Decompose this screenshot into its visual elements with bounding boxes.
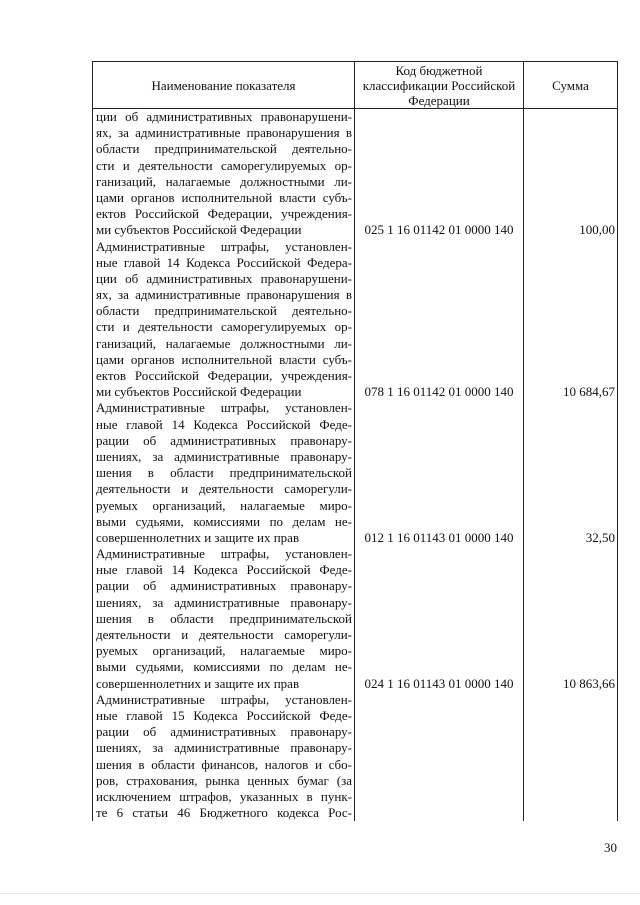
indicator-name-cell: [93, 400, 355, 546]
page-number: 30: [604, 840, 617, 855]
sum-cell: 100,00: [524, 109, 618, 239]
text-line: шения в области финансов, налогов и сбо-: [96, 756, 352, 772]
header-sum: Сумма: [524, 62, 618, 109]
text-line: Административные штрафы, установлен-: [96, 238, 352, 254]
sum-cell: 32,50: [524, 400, 618, 546]
text-line: Административные штрафы, установлен-: [96, 400, 352, 416]
text-line: ные главой 14 Кодекса Российской Феде-: [96, 416, 352, 432]
text-line: те 6 статьи 46 Бюджетного кодекса Рос-: [96, 805, 352, 821]
table-header-row: [93, 62, 618, 109]
text-line: совершеннолетних и защите их прав: [96, 675, 300, 691]
text-line: шениях, за административные правонару-: [96, 594, 352, 610]
text-line: цами органов исполнительной власти субъ-: [96, 351, 352, 367]
budget-code-cell: 024 1 16 01143 01 0000 140: [355, 546, 524, 692]
text-line: сти и деятельности саморегулируемых ор-: [96, 319, 352, 335]
text-line: ях, за административные правонарушения в: [96, 125, 352, 141]
text-line: руемых организаций, налагаемые миро-: [96, 497, 352, 513]
indicator-name-cell: [93, 546, 355, 692]
table-row: [93, 109, 618, 239]
header-budget-code: Код бюджетной классификации Российской Федерации: [355, 62, 524, 109]
text-line: ганизаций, налагаемые должностными ли-: [96, 173, 352, 189]
text-line: области предпринимательской деятельно-: [96, 141, 352, 157]
text-line: рации об административных правонару-: [96, 432, 352, 448]
sum-cell: [524, 692, 618, 822]
text-line: шениях, за административные правонару-: [96, 448, 352, 464]
text-line: ные главой 14 Кодекса Российской Федера-: [96, 254, 352, 270]
text-line: сти и деятельности саморегулируемых ор-: [96, 157, 352, 173]
text-line: ях, за административные правонарушения в: [96, 287, 352, 303]
text-line: Административные штрафы, установлен-: [96, 546, 352, 562]
text-line: рации об административных правонару-: [96, 578, 352, 594]
sum-cell: 10 684,67: [524, 239, 618, 401]
text-line: ектов Российской Федерации, учреждения-: [96, 368, 352, 383]
text-line: ров, страхования, рынка ценных бумаг (за: [96, 772, 352, 788]
table-row: [93, 546, 618, 692]
text-line: выми судьями, комиссиями по делам не-: [96, 659, 352, 675]
header-indicator-name: Наименование показателя: [93, 62, 355, 109]
text-line: ганизаций, налагаемые должностными ли-: [96, 335, 352, 351]
text-line: ные главой 14 Кодекса Российской Феде-: [96, 562, 352, 578]
text-line: ми субъектов Российской Федерации: [96, 384, 302, 400]
text-line: ектов Российской Федерации, учреждения-: [96, 206, 352, 222]
budget-code-cell: 012 1 16 01143 01 0000 140: [355, 400, 524, 546]
text-line: ми субъектов Российской Федерации: [96, 222, 302, 238]
text-line: ции об административных правонарушени-: [96, 270, 352, 286]
text-line: ные главой 15 Кодекса Российской Феде-: [96, 707, 352, 723]
text-line: шения в области предпринимательской: [96, 610, 352, 626]
text-line: выми судьями, комиссиями по делам не-: [96, 513, 352, 529]
footer-divider: [0, 893, 640, 894]
text-line: шениях, за административные правонару-: [96, 740, 352, 756]
indicator-name-cell: [93, 109, 355, 239]
table-row: [93, 239, 618, 401]
text-line: совершеннолетних и защите их прав: [96, 529, 300, 545]
indicator-name-cell: [93, 692, 355, 822]
budget-code-cell: [355, 692, 524, 822]
text-line: исключением штрафов, указанных в пунк-: [96, 788, 352, 804]
text-line: Административные штрафы, установлен-: [96, 691, 352, 707]
text-line: деятельности и деятельности саморегули-: [96, 627, 352, 642]
text-line: шения в области предпринимательской: [96, 465, 352, 481]
budget-code-cell: 078 1 16 01142 01 0000 140: [355, 239, 524, 401]
table-row: [93, 400, 618, 546]
text-line: рации об административных правонару-: [96, 724, 352, 740]
text-line: руемых организаций, налагаемые миро-: [96, 643, 352, 659]
text-line: деятельности и деятельности саморегули-: [96, 481, 352, 497]
table-row: [93, 692, 618, 822]
sum-cell: 10 863,66: [524, 546, 618, 692]
text-line: области предпринимательской деятельно-: [96, 303, 352, 319]
budget-revenue-table: [92, 61, 618, 821]
text-line: цами органов исполнительной власти субъ-: [96, 189, 352, 205]
indicator-name-cell: [93, 239, 355, 401]
text-line: ции об административных правонарушени-: [96, 109, 352, 124]
budget-code-cell: 025 1 16 01142 01 0000 140: [355, 109, 524, 239]
